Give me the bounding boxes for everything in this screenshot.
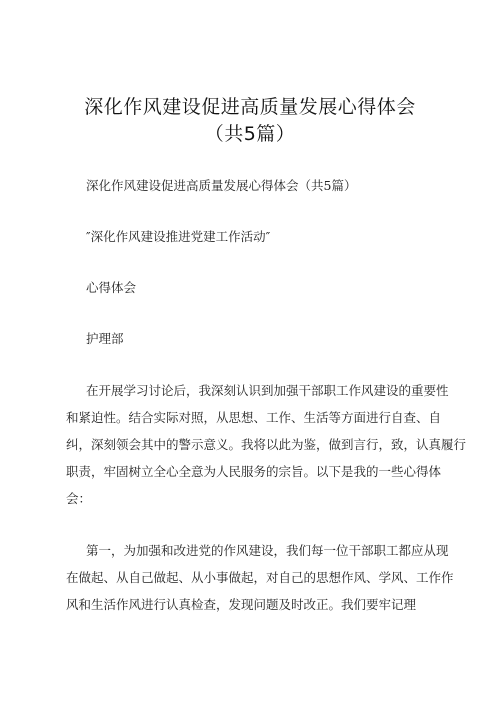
paragraph1-line2: 和紧迫性。结合实际对照，从思想、工作、生活等方面进行自查、自: [66, 410, 442, 425]
document-title-line1: 深化作风建设促进高质量发展心得体会: [84, 96, 416, 118]
paragraph1-line5: 会：: [66, 491, 92, 506]
subheading: 心得体会: [86, 280, 137, 295]
paragraph1-line1: 在开展学习讨论后，我深刻认识到加强干部职工作风建设的重要性: [86, 383, 449, 398]
paragraph2-line2: 在做起、从自己做起、从小事做起，对自己的思想作风、学风、工作作: [66, 570, 454, 585]
paragraph1-line4: 职责，牢固树立全心全意为人民服务的宗旨。以下是我的一些心得体: [66, 464, 442, 479]
document-title-line2: （共5篇）: [204, 123, 296, 145]
paragraph1-line3: 纠，深刻领会其中的警示意义。我将以此为鉴，做到言行，致，认真履行: [66, 437, 467, 452]
quote-line: ″深化作风建设推进党建工作活动″: [86, 229, 271, 244]
paragraph2-line1: 第一，为加强和改进党的作风建设，我们每一位干部职工都应从现: [86, 543, 449, 558]
document-heading: 深化作风建设促进高质量发展心得体会（共5篇）: [86, 178, 357, 193]
department-label: 护理部: [86, 331, 124, 346]
paragraph2-line3: 风和生活作风进行认真检查，发现问题及时改正。我们要牢记理: [66, 597, 417, 612]
